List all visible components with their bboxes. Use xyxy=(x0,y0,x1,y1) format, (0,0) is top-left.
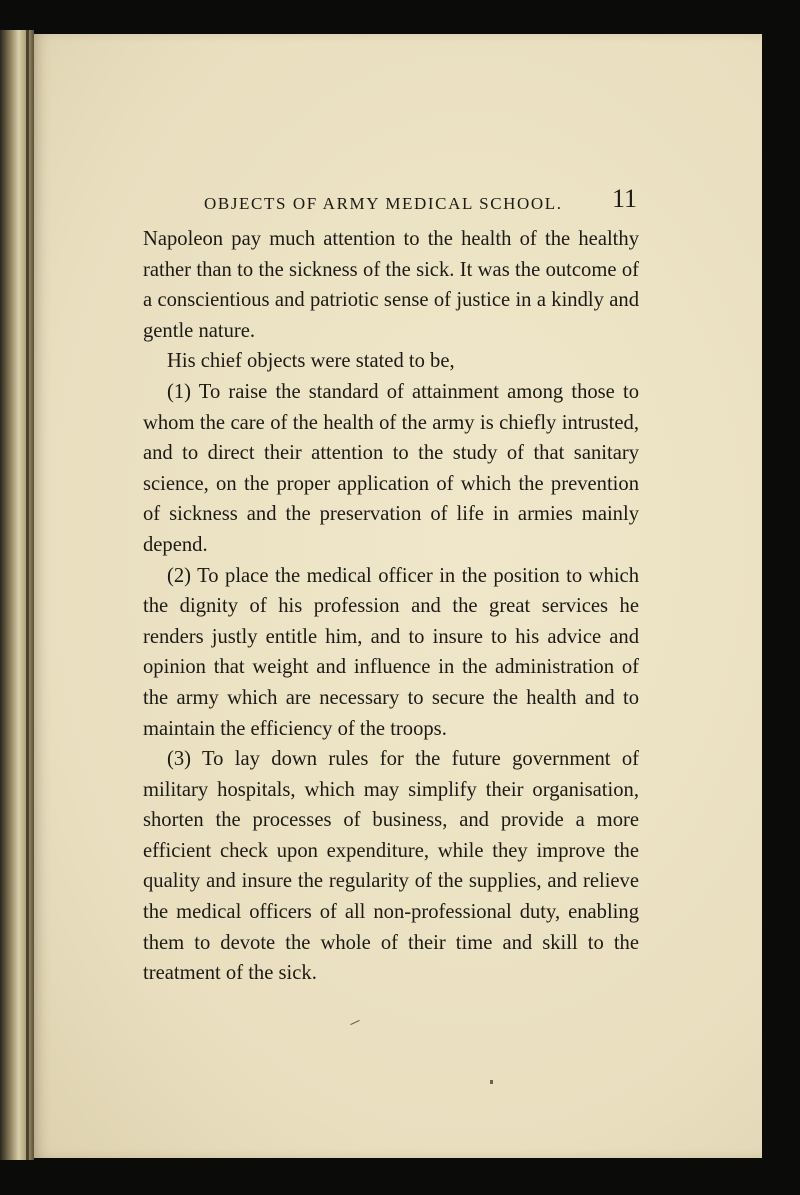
paragraph-object-3: (3) To lay down rules for the future government of military hospitals, which may simplify their organisation, shorten the processes of business, and provide a more efficient check upon expenditure, while they improve the quality and insure the regularity of the supplies, and relieve the medical officers of all non-professional duty, enabling them to devote the whole of their time and skill to the treatment of the sick. xyxy=(143,748,639,985)
page-number: 11 xyxy=(612,184,638,213)
page-sheet xyxy=(34,34,762,1158)
spine-edge xyxy=(26,30,29,1160)
page-header xyxy=(34,184,762,224)
paragraph-objects-intro: His chief objects were stated to be, xyxy=(167,350,455,373)
paper-speck xyxy=(490,1080,493,1084)
paragraph-continuation: Napoleon pay much attention to the health of the healthy rather than to the sickness of the sick. It was the outcome of a conscientious and patriotic sense of justice in a kindly and gentle nature. xyxy=(143,228,639,342)
body-text xyxy=(143,224,639,989)
running-head: OBJECTS OF ARMY MEDICAL SCHOOL. xyxy=(204,194,563,213)
paper-speck xyxy=(350,1020,359,1025)
paragraph-object-2: (2) To place the medical officer in the position to which the dignity of his profession and the great services he renders justly entitle him, and to insure to his advice and opinion that weight and influence in the administration of the army which are necessary to secure the health and to maintain the efficiency of the troops. xyxy=(143,564,639,740)
paragraph-object-1: (1) To raise the standard of attainment among those to whom the care of the health of the army is chiefly intrusted, and to direct their attention to the study of that sanitary science, on the proper application of which the prevention of sickness and the preservation of life in armies mainly depend. xyxy=(143,380,639,556)
